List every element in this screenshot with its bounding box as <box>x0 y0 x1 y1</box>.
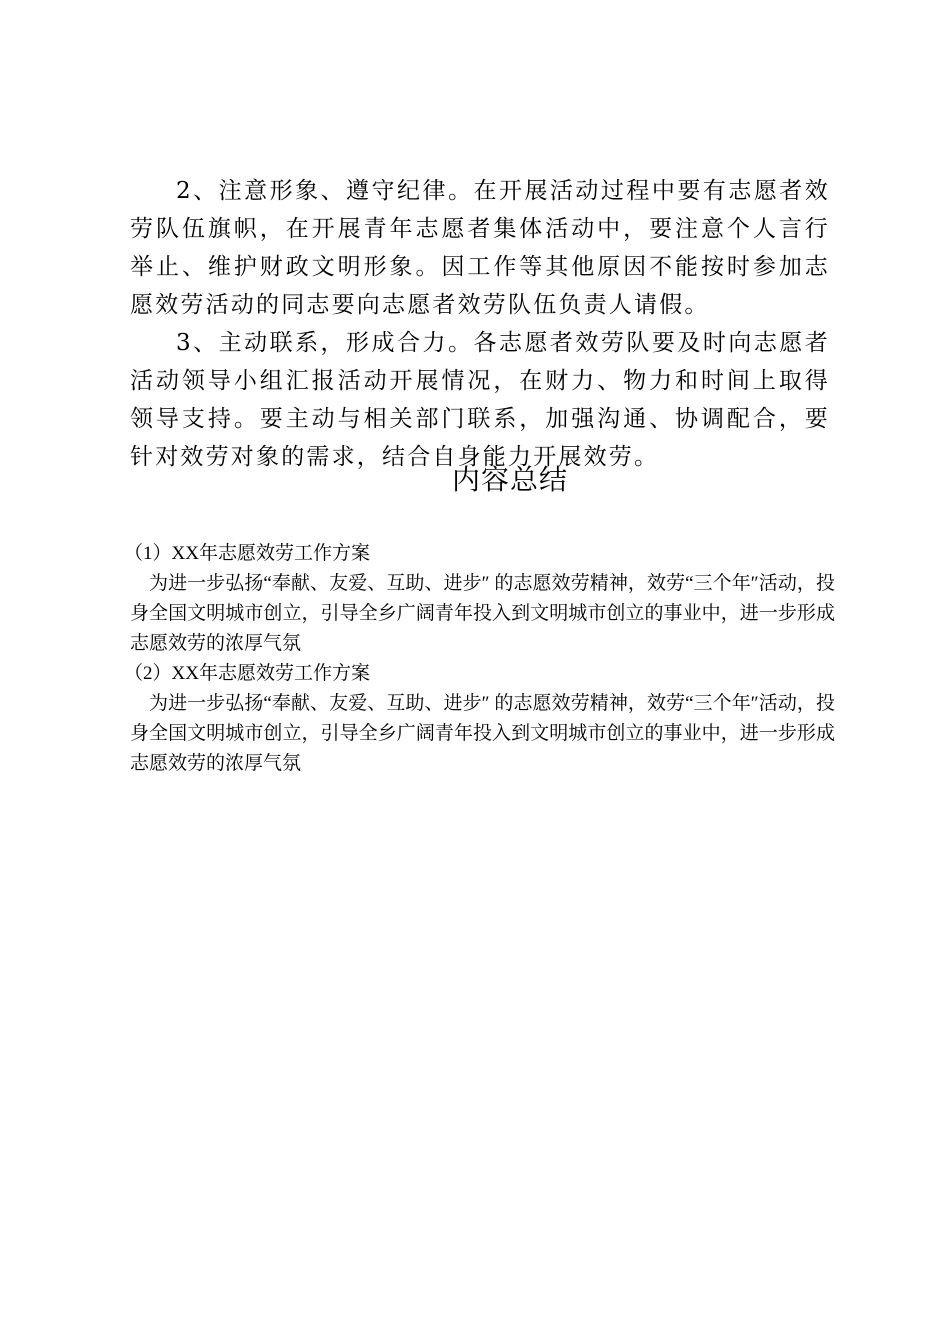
paragraph-cooperation: 3、主动联系，形成合力。各志愿者效劳队要及时向志愿者活动领导小组汇报活动开展情况，在财力、物力和时间上取得领导支持。要主动与相关部门联系，加强沟通、协调配合，要针对效劳对象的需求，结合自身能力开展效劳。 <box>130 330 830 470</box>
summary-section <box>124 539 835 779</box>
paragraph-discipline: 2、注意形象、遵守纪律。在开展活动过程中要有志愿者效劳队伍旗帜，在开展青年志愿者集体活动中，要注意个人言行举止、维护财政文明形象。因工作等其他原因不能按时参加志愿效劳活动的同志要向志愿者效劳队伍负责人请假。 <box>130 178 830 318</box>
summary-item-body: 为进一步弘扬“奉献、友爱、互助、进步″ 的志愿效劳精神，效劳“三个年″活动，投身全国文明城市创立，引导全乡广阔青年投入到文明城市创立的事业中，进一步形成志愿效劳的浓厚气氛 <box>130 573 835 654</box>
summary-item <box>124 659 835 779</box>
summary-item-title: （1）XX年志愿效劳工作方案 <box>124 543 370 564</box>
summary-item-body: 为进一步弘扬“奉献、友爱、互助、进步″ 的志愿效劳精神，效劳“三个年″活动，投身全国文明城市创立，引导全乡广阔青年投入到文明城市创立的事业中，进一步形成志愿效劳的浓厚气氛 <box>130 693 835 774</box>
summary-item-title: （2）XX年志愿效劳工作方案 <box>124 663 370 684</box>
body-text <box>130 172 830 476</box>
summary-item <box>124 539 835 659</box>
summary-heading: 内容总结 <box>451 463 568 496</box>
